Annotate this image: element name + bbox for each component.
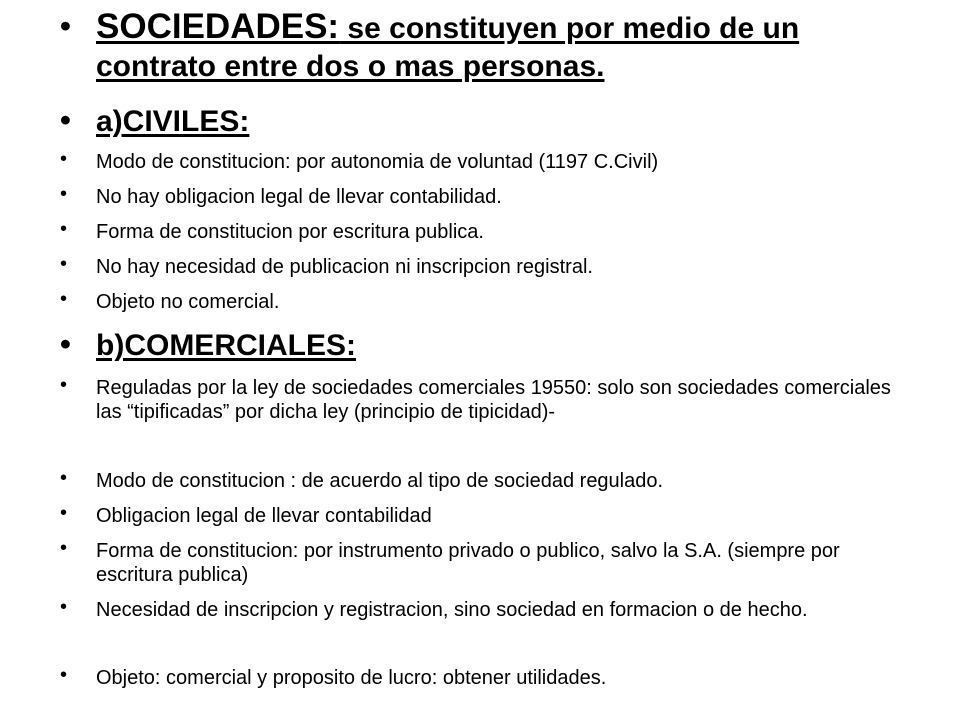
section-heading-comerciales: b)COMERCIALES: <box>96 329 356 362</box>
list-item: Forma de constitucion: por instrumento privado o publico, salvo la S.A. (siempre por escritura publica) <box>96 540 840 586</box>
list-item-bullet: • <box>60 374 68 396</box>
section-b-bullet: • <box>60 326 71 361</box>
section-a-bullet: • <box>60 102 71 137</box>
list-item-bullet: • <box>60 183 68 205</box>
list-item-bullet: • <box>60 253 68 275</box>
title-lead: SOCIEDADES: <box>96 7 340 46</box>
title-bullet: • <box>60 8 71 43</box>
list-item: Necesidad de inscripcion y registracion, sino sociedad en formacion o de hecho. <box>96 599 808 621</box>
list-item: No hay necesidad de publicacion ni inscripcion registral. <box>96 256 593 278</box>
list-item: Reguladas por la ley de sociedades comerciales 19550: solo son sociedades comerciales las “tipificadas” por dicha ley (principio de tipicidad)- <box>96 377 891 423</box>
list-item-bullet: • <box>60 218 68 240</box>
slide-title <box>96 8 910 86</box>
list-item: Forma de constitucion por escritura publica. <box>96 221 484 243</box>
list-item-bullet: • <box>60 288 68 310</box>
list-item-bullet: • <box>60 467 68 489</box>
list-item: Modo de constitucion: por autonomia de voluntad (1197 C.Civil) <box>96 151 659 173</box>
list-item-bullet: • <box>60 148 68 170</box>
list-item-bullet: • <box>60 502 68 524</box>
list-item: Modo de constitucion : de acuerdo al tipo de sociedad regulado. <box>96 470 664 492</box>
list-item: Objeto: comercial y proposito de lucro: obtener utilidades. <box>96 667 607 689</box>
title-rest: se constituyen por medio de un contrato entre dos o mas personas. <box>96 12 800 83</box>
list-item-bullet: • <box>60 596 68 618</box>
list-item-bullet: • <box>60 664 68 686</box>
list-item: Objeto no comercial. <box>96 291 280 313</box>
list-item: Obligacion legal de llevar contabilidad <box>96 505 432 527</box>
section-heading-civiles: a)CIVILES: <box>96 105 250 138</box>
list-item: No hay obligacion legal de llevar contabilidad. <box>96 186 502 208</box>
list-item-bullet: • <box>60 537 68 559</box>
